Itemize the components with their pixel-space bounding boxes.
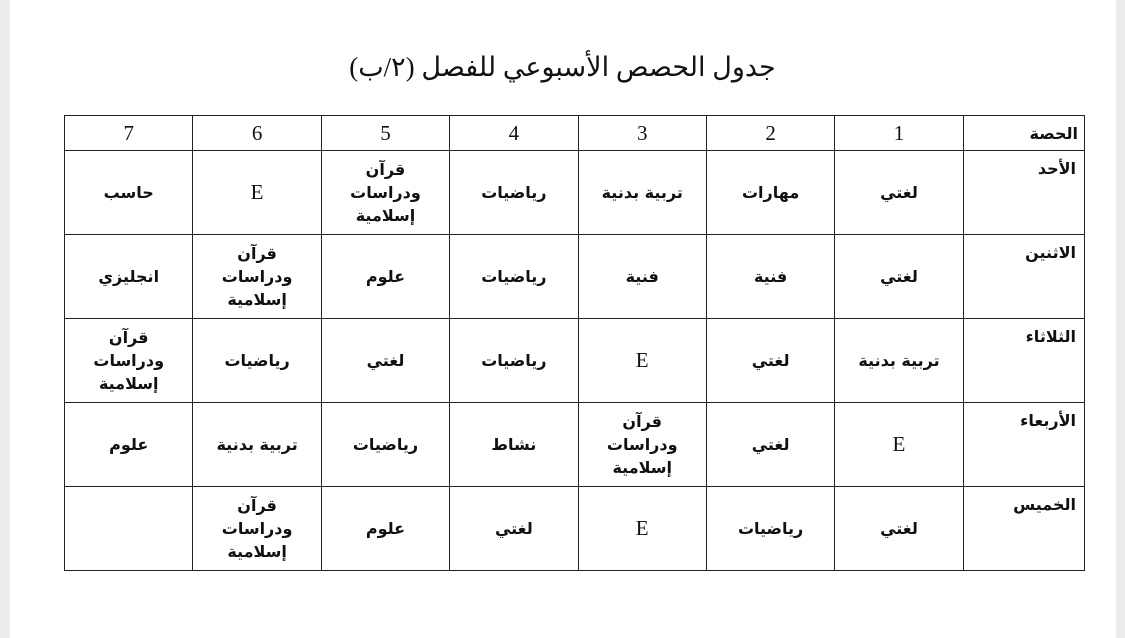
schedule-cell: لغتي: [450, 487, 578, 571]
schedule-cell: قرآن ودراسات إسلامية: [193, 487, 321, 571]
schedule-cell: قرآن ودراسات إسلامية: [65, 319, 193, 403]
schedule-cell: تربية بدنية: [193, 403, 321, 487]
period-header: 6: [193, 116, 321, 151]
schedule-cell: لغتي: [706, 319, 834, 403]
period-header: 3: [578, 116, 706, 151]
day-label: الخميس: [963, 487, 1084, 571]
schedule-cell: E: [193, 151, 321, 235]
schedule-cell: لغتي: [835, 487, 963, 571]
schedule-cell: علوم: [65, 403, 193, 487]
schedule-cell: رياضيات: [450, 319, 578, 403]
schedule-table: [64, 115, 1085, 571]
schedule-cell: رياضيات: [450, 235, 578, 319]
table-row: [65, 319, 1085, 403]
period-header: 2: [706, 116, 834, 151]
period-header: 1: [835, 116, 963, 151]
schedule-cell: E: [835, 403, 963, 487]
schedule-cell: قرآن ودراسات إسلامية: [578, 403, 706, 487]
schedule-cell: مهارات: [706, 151, 834, 235]
schedule-cell: قرآن ودراسات إسلامية: [321, 151, 449, 235]
schedule-cell: رياضيات: [450, 151, 578, 235]
schedule-cell: حاسب: [65, 151, 193, 235]
schedule-cell: رياضيات: [321, 403, 449, 487]
schedule-cell: علوم: [321, 487, 449, 571]
header-row: [65, 116, 1085, 151]
page-title: جدول الحصص الأسبوعي للفصل (٢/ب): [349, 52, 776, 82]
schedule-cell: رياضيات: [706, 487, 834, 571]
table-row: [65, 235, 1085, 319]
schedule-cell: E: [578, 319, 706, 403]
period-header: 5: [321, 116, 449, 151]
period-header: 4: [450, 116, 578, 151]
schedule-cell: نشاط: [450, 403, 578, 487]
schedule-cell: لغتي: [321, 319, 449, 403]
corner-header: الحصة: [963, 116, 1084, 151]
schedule-cell: فنية: [578, 235, 706, 319]
day-label: الأحد: [963, 151, 1084, 235]
schedule-cell: E: [578, 487, 706, 571]
schedule-cell: لغتي: [835, 235, 963, 319]
schedule-cell: لغتي: [706, 403, 834, 487]
day-label: الاثنين: [963, 235, 1084, 319]
schedule-cell: قرآن ودراسات إسلامية: [193, 235, 321, 319]
schedule-cell: [65, 487, 193, 571]
schedule-cell: تربية بدنية: [835, 319, 963, 403]
schedule-cell: فنية: [706, 235, 834, 319]
period-header: 7: [65, 116, 193, 151]
schedule-body: [65, 151, 1085, 571]
table-row: [65, 403, 1085, 487]
schedule-cell: رياضيات: [193, 319, 321, 403]
schedule-cell: لغتي: [835, 151, 963, 235]
table-row: [65, 151, 1085, 235]
day-label: الثلاثاء: [963, 319, 1084, 403]
schedule-cell: انجليزي: [65, 235, 193, 319]
table-row: [65, 487, 1085, 571]
schedule-cell: تربية بدنية: [578, 151, 706, 235]
day-label: الأربعاء: [963, 403, 1084, 487]
schedule-cell: علوم: [321, 235, 449, 319]
